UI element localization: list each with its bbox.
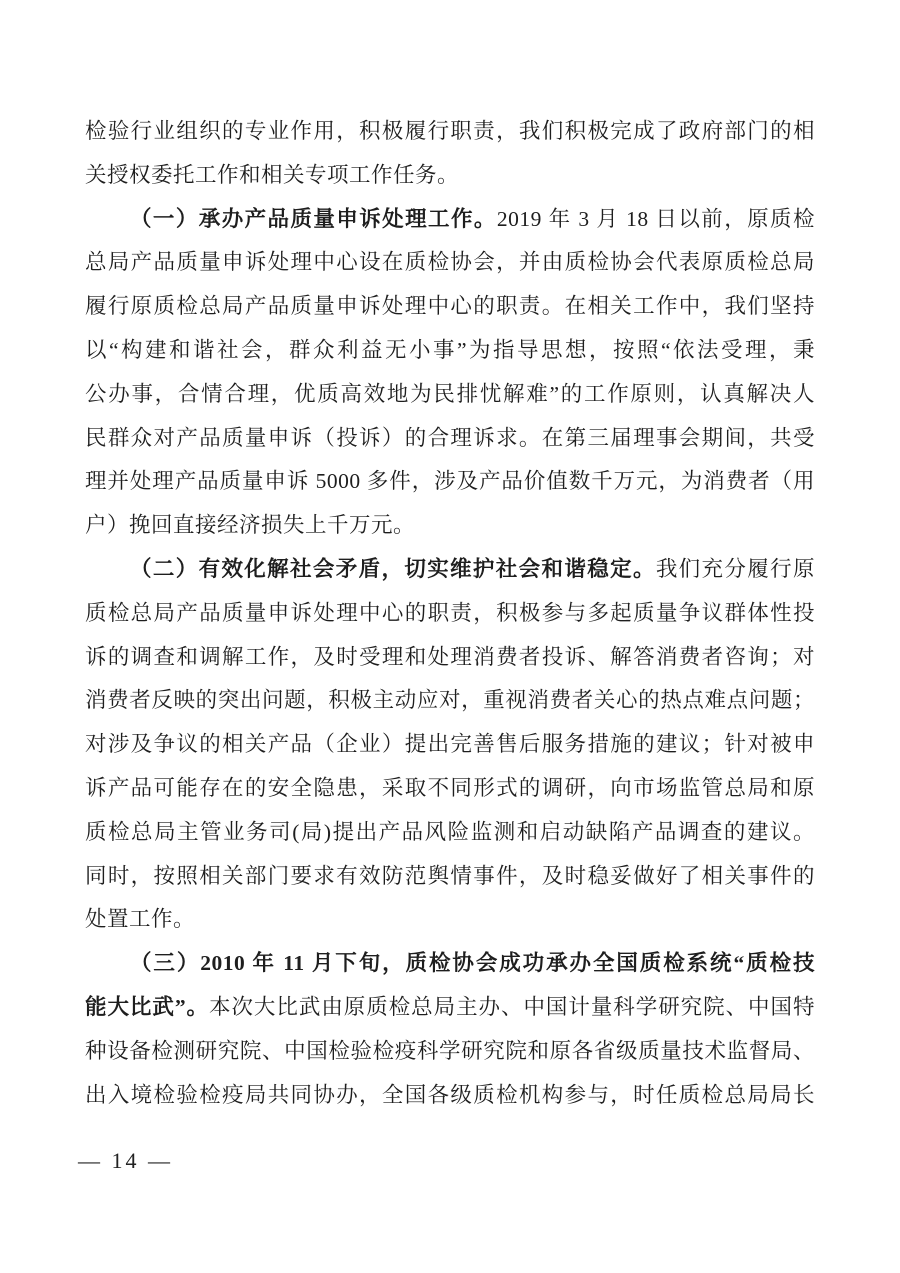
body-text: 关授权委托工作和相关专项工作任务。 [85, 162, 460, 187]
text-line [85, 548, 815, 592]
body-text: 诉的调查和调解工作，及时受理和处理消费者投诉、解答消费者咨询；对 [85, 644, 815, 669]
body-text: 履行原质检总局产品质量申诉处理中心的职责。在相关工作中，我们坚持 [85, 294, 815, 319]
body-text: 民群众对产品质量申诉（投诉）的合理诉求。在第三届理事会期间，共受 [85, 425, 815, 450]
text-line [85, 504, 815, 548]
body-text: 我们充分履行原 [655, 556, 815, 581]
body-text: 处置工作。 [85, 907, 196, 932]
text-line [85, 767, 815, 811]
body-text: 2019 年 3 月 18 日以前，原质检 [496, 206, 815, 231]
section-heading: （三）2010 年 11 月下旬，质检协会成功承办全国质检系统“质检技 [130, 951, 815, 976]
text-line [85, 285, 815, 329]
body-text: 种设备检测研究院、中国检验检疫科学研究院和原各省级质量技术监督局、 [85, 1038, 815, 1063]
body-text: 同时，按照相关部门要求有效防范舆情事件，及时稳妥做好了相关事件的 [85, 863, 815, 888]
text-line [85, 723, 815, 767]
body-text: 本次大比武由原质检总局主办、中国计量科学研究院、中国特 [209, 994, 815, 1019]
text-line [85, 679, 815, 723]
page-number: — 14 — [78, 1148, 173, 1173]
text-line [85, 942, 815, 986]
section-heading: （二）有效化解社会矛盾，切实维护社会和谐稳定。 [130, 556, 656, 581]
text-line [85, 855, 815, 899]
body-text: 检验行业组织的专业作用，积极履行职责，我们积极完成了政府部门的相 [85, 119, 815, 143]
section-heading: （一）承办产品质量申诉处理工作。 [130, 206, 497, 231]
text-line [85, 1030, 815, 1074]
text-line [85, 1074, 815, 1118]
text-line [85, 241, 815, 285]
text-line [85, 373, 815, 417]
text-line [85, 811, 815, 855]
body-text: 质检总局主管业务司(局)提出产品风险监测和启动缺陷产品调查的建议。 [85, 819, 815, 844]
text-line [85, 417, 815, 461]
body-text: 对涉及争议的相关产品（企业）提出完善售后服务措施的建议；针对被申 [85, 732, 815, 757]
body-text: 户）挽回直接经济损失上千万元。 [85, 513, 416, 538]
body-text: 消费者反映的突出问题，积极主动应对，重视消费者关心的热点难点问题； [85, 688, 815, 713]
body-text: 总局产品质量申诉处理中心设在质检协会，并由质检协会代表原质检总局 [85, 250, 815, 275]
body-text: 以“构建和谐社会，群众利益无小事”为指导思想，按照“依法受理，秉 [85, 337, 815, 362]
body-text: 出入境检验检疫局共同协办，全国各级质检机构参与，时任质检总局局长 [85, 1082, 815, 1107]
text-line [85, 592, 815, 636]
text-line [85, 460, 815, 504]
section-heading: 能大比武”。 [85, 994, 210, 1019]
body-text: 理并处理产品质量申诉 5000 多件，涉及产品价值数千万元，为消费者（用 [85, 469, 815, 494]
body-text: 公办事，合情合理，优质高效地为民排忧解难”的工作原则，认真解决人 [85, 381, 815, 406]
body-text: 质检总局产品质量申诉处理中心的职责，积极参与多起质量争议群体性投 [85, 600, 815, 625]
text-line [85, 329, 815, 373]
text-line [85, 986, 815, 1030]
text-line [85, 154, 815, 198]
text-line [85, 198, 815, 242]
body-text: 诉产品可能存在的安全隐患，采取不同形式的调研，向市场监管总局和原 [85, 775, 815, 800]
document-body [85, 110, 815, 1117]
text-line [85, 898, 815, 942]
text-line [85, 636, 815, 680]
text-line [85, 110, 815, 154]
